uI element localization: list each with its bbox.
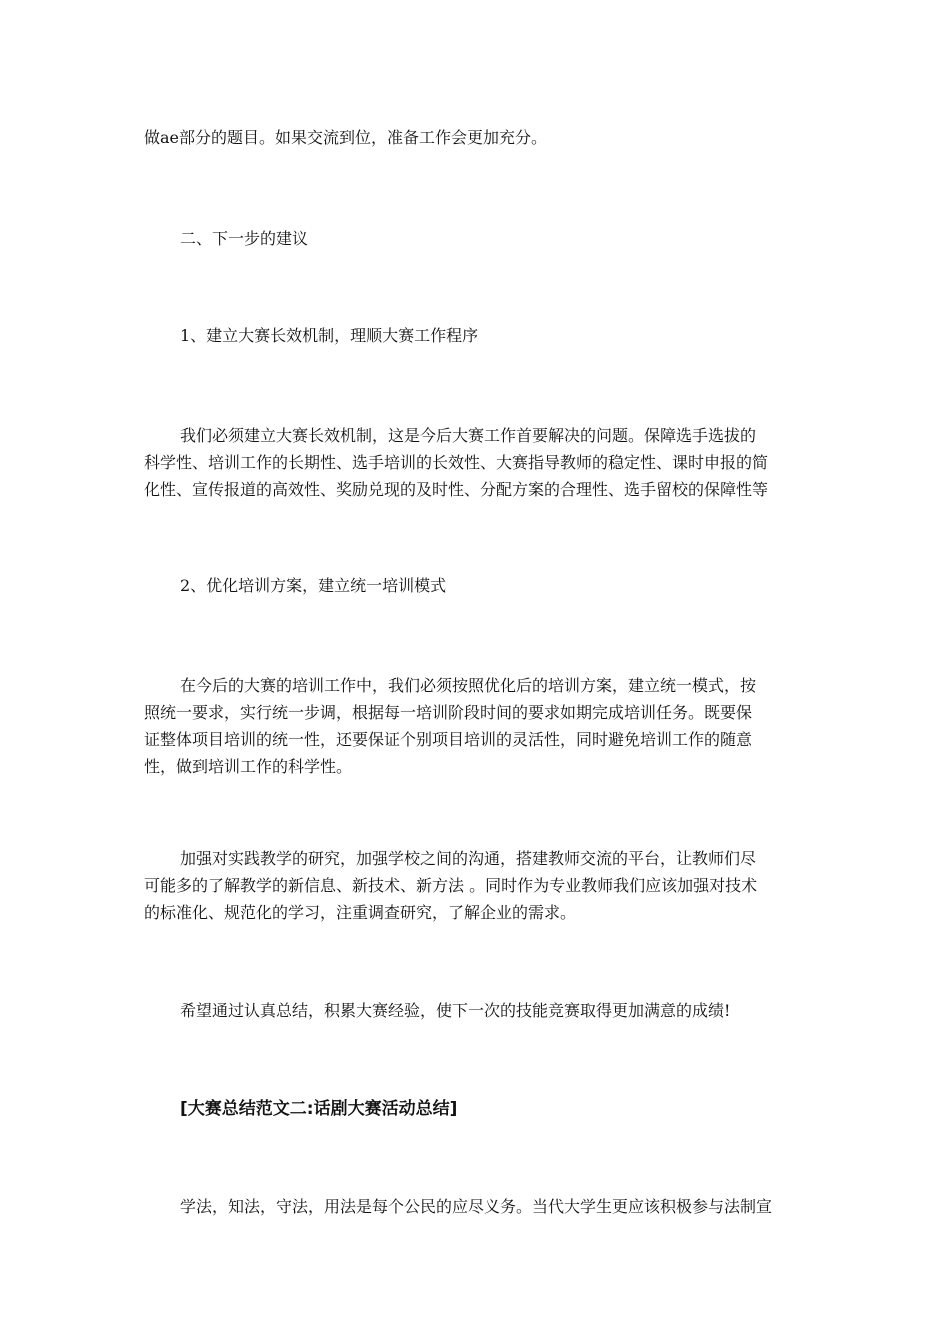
item-two-paragraph xyxy=(144,672,808,780)
research-paragraph xyxy=(144,845,808,926)
closing-line: 希望通过认真总结，积累大赛经验，使下一次的技能竞赛取得更加满意的成绩! xyxy=(180,1001,731,1020)
paragraph-line: 性，做到培训工作的科学性。 xyxy=(144,757,353,776)
section-two-heading: 二、下一步的建议 xyxy=(180,229,309,248)
sample-two-title: [大赛总结范文二:话剧大赛活动总结] xyxy=(180,1099,458,1119)
paragraph-line: 加强对实践教学的研究，加强学校之间的沟通，搭建教师交流的平台，让教师们尽 xyxy=(180,849,757,868)
sample-two-first-line: 学法，知法，守法，用法是每个公民的应尽义务。当代大学生更应该积极参与法制宣 xyxy=(180,1197,773,1216)
paragraph-line: 我们必须建立大赛长效机制，这是今后大赛工作首要解决的问题。保障选手选拔的 xyxy=(180,426,757,445)
paragraph-line: 的标准化、规范化的学习，注重调查研究，了解企业的需求。 xyxy=(144,903,577,922)
item-one-paragraph xyxy=(144,422,808,503)
item-one-heading: 1、建立大赛长效机制，理顺大赛工作程序 xyxy=(180,326,479,345)
intro-tail-text: 做ae部分的题目。如果交流到位，准备工作会更加充分。 xyxy=(144,128,548,147)
paragraph-line: 在今后的大赛的培训工作中，我们必须按照优化后的培训方案，建立统一模式，按 xyxy=(180,676,757,695)
paragraph-line: 科学性、培训工作的长期性、选手培训的长效性、大赛指导教师的稳定性、课时申报的简 xyxy=(144,453,769,472)
paragraph-line: 证整体项目培训的统一性，还要保证个别项目培训的灵活性，同时避免培训工作的随意 xyxy=(144,730,753,749)
item-two-heading: 2、优化培训方案，建立统一培训模式 xyxy=(180,576,447,595)
paragraph-line: 照统一要求，实行统一步调，根据每一培训阶段时间的要求如期完成培训任务。既要保 xyxy=(144,703,753,722)
paragraph-line: 可能多的了解教学的新信息、新技术、新方法 。同时作为专业教师我们应该加强对技术 xyxy=(144,876,758,895)
paragraph-line: 化性、宣传报道的高效性、奖励兑现的及时性、分配方案的合理性、选手留校的保障性等 xyxy=(144,480,769,499)
